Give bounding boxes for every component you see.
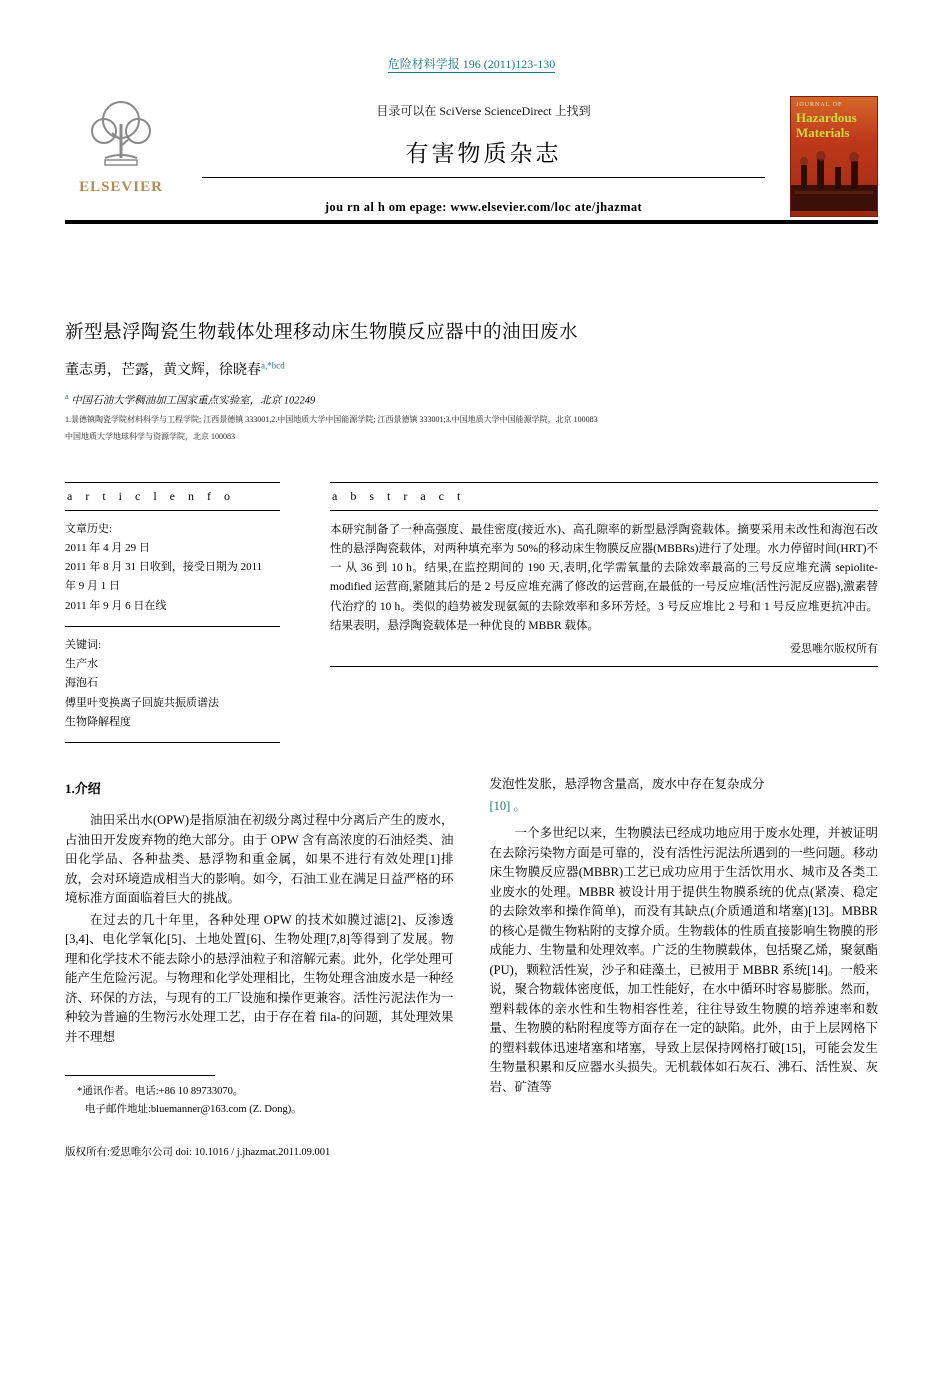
abstract-bottom-rule (330, 666, 878, 667)
masthead-center (177, 96, 790, 217)
body-paragraph: 油田采出水(OPW)是指原油在初级分离过程中分离后产生的废水，占油田开发废弃物的绝大部分。由于 OPW 含有高浓度的石油烃类、油田化学品、各种盐类、悬浮物和重金属，如果不进行有效处理[1]排放，会对环境造成相当大的影响。如今，石油工业在满足日益严格的环境标准方面面临着巨大的挑战。 (65, 813, 454, 906)
article-title: 新型悬浮陶瓷生物载体处理移动床生物膜反应器中的油田废水 (65, 323, 579, 343)
meta-section (65, 482, 878, 744)
keyword-item: 生产水 (65, 658, 98, 670)
authors-line (65, 359, 878, 379)
article-history-block (65, 511, 280, 626)
body-paragraph: 在过去的几十年里，各种处理 OPW 的技术如膜过滤[2]、反渗透[3,4]、电化学氧化[5]、土地处置[6]、生物处理[7,8]等得到了发展。物理和化学技术不能去除小的悬浮油粒子和溶解元素。此外，化学处理可能产生危险污泥。与物理和化学处理相比，生物处理含油废水是一种经济、环保的方法，与现有的工厂设施和操作更兼容。活性污泥法作为一种较为普遍的生物污水处理工艺，由于存在着 fila-的问题，其处理效果并不理想 (65, 912, 454, 1044)
journal-title: 有害物质杂志 (405, 141, 562, 166)
elsevier-tree-icon (85, 159, 157, 176)
article-history-label: 文章历史: (65, 522, 113, 535)
journal-homepage-link[interactable]: jou rn al h om epage: www.elsevier.com/loc ate/jhazmat (324, 200, 643, 214)
section-1-heading: 1.介绍 (65, 781, 101, 796)
abstract-column (330, 482, 878, 668)
footnote-block (65, 1075, 454, 1119)
keyword-item: 生物降解程度 (65, 715, 131, 728)
footnote-rule (65, 1075, 215, 1076)
abstract-heading: a b s t r a c t (330, 482, 878, 511)
article-info-heading: a r t i c l e n f o (65, 482, 280, 511)
masthead-title-rule (202, 177, 766, 178)
elsevier-wordmark: ELSEVIER (79, 179, 163, 195)
keywords-block (65, 627, 280, 742)
copyright-doi-line: 版权所有:爱思唯尔公司 doi: 10.1016 / j.jhazmat.2011.09.001 (65, 1146, 331, 1158)
article-info-column (65, 482, 280, 744)
body-paragraph-continuation: 发泡性发胀，悬浮物含量高，废水中存在复杂成分 (489, 777, 765, 791)
citation-10-link[interactable]: [10] 。 (489, 798, 526, 813)
journal-cover (790, 96, 878, 217)
history-line: 2011 年 8 月 31 日收到，接受日期为 2011 (65, 561, 263, 573)
contents-availability-line: 目录可以在 SciVerse ScienceDirect 上找到 (376, 104, 591, 118)
history-line: 年 9 月 1 日 (65, 580, 120, 593)
affiliation-primary (65, 392, 878, 408)
corresponding-author-note: *通讯作者。电话:+86 10 89733070。 (77, 1086, 244, 1098)
body-paragraph: 一个多世纪以来，生物膜法已经成功地应用于废水处理，并被证明在去除污染物方面是可靠的，没有活性污泥法所遇到的一些问题。移动床生物膜反应器(MBBR)工艺已成功应用于生活饮用水、城市及各类工业废水的处理。MBBR 被设计用于提供生物膜系统的优点(紧凑、稳定的去除效率和操作简单)，而没有其缺点(介质通道和堵塞)[13]。MBBR 的核心是微生物粘附的支撑介质。生物载体的性质直接影响生物膜的形成能力、生物量和处理效率。广泛的生物膜载体，包括聚乙烯，聚氨酯(PU)，颗粒活性炭，沙子和硅藻土，已被用于 MBBR 系统[14]。一般来说，聚合物载体密度低，加工性能好，在水中循环时容易膨胀。然而，塑料载体的亲水性和生物相容性差，往往导致生物膜的培养速率和数量、生物膜的粘附程度等方面存在一定的缺陷。此外，由于上层网格下的塑料载体迅速堵塞和堵塞，导致上层保持网格打破[15]，可能会发生生物量积累和反应器水头损失。无机载体如石灰石、沸石、活性炭、灰岩、矿渣等 (489, 826, 878, 1094)
article-body (65, 775, 878, 1161)
abstract-text: 本研究制备了一种高强度、最佳密度(接近水)、高孔隙率的新型悬浮陶瓷载体。摘要采用未改性和海泡石改性的悬浮陶瓷载体，对两种填充率为 50%的移动床生物膜反应器(MBBRs)进行了处理。水力停留时间(HRT)不一 从 36 到 10 h。结果,在监控期间的 190 天,表明,化学需氧量的去除效率最高的三号反应堆充满 sepiolite-modified 运营商,紧随其后的是 2 号反应堆充满了修改的运营商,在最低的一号反应堆(活性污泥反应器),激素替代治疗的 10 h。类似的趋势被发现氨氮的去除效率和多环芳烃。3 号反应堆比 2 号和 1 号反应堆更抗冲击。结果表明，悬浮陶瓷载体是一种优良的 MBBR 载体。 (330, 523, 878, 633)
masthead (65, 96, 878, 217)
author-names: 董志勇，芒露，黄文辉，徐晓春 (65, 363, 261, 378)
info-bottom-rule (65, 742, 280, 743)
history-line: 2011 年 4 月 29 日 (65, 541, 150, 554)
cover-kicker: JOURNAL OF (796, 102, 843, 108)
elsevier-logo (65, 96, 177, 217)
journal-reference-text: 危险材料学报 196 (2011)123-130 (387, 57, 556, 71)
abstract-copyright: 爱思唯尔版权所有 (790, 643, 878, 656)
keyword-item: 海泡石 (65, 677, 98, 690)
affiliation-secondary: 1.景德镇陶瓷学院材料科学与工程学院; 江西景德镇 333001,2.中国地质大学中国能源学院; 江西景德镇 333001;3.中国地质大学中国能源学院，北京 100083 (65, 414, 598, 424)
affiliation-mark-a: a (65, 392, 69, 401)
body-right-column (490, 775, 879, 1161)
affiliation-primary-text: 中国石油大学稠油加工国家重点实验室，北京 102249 (71, 395, 316, 407)
masthead-bottom-rule (65, 220, 878, 224)
history-line: 2011 年 9 月 6 日在线 (65, 599, 167, 612)
author-affiliation-marks: a,*bcd (261, 360, 285, 371)
body-left-column (65, 775, 454, 1161)
affiliation-tertiary: 中国地质大学地球科学与资源学院，北京 100083 (65, 431, 235, 441)
keywords-label: 关键词: (65, 638, 102, 651)
cover-title-line1: Hazardous (796, 110, 857, 125)
journal-reference (65, 0, 878, 72)
cover-title-line2: Materials (796, 125, 850, 140)
corresponding-author-email[interactable]: 电子邮件地址:bluemanner@163.com (Z. Dong)。 (85, 1104, 302, 1116)
keyword-item: 傅里叶变换离子回旋共振质谱法 (65, 696, 219, 709)
cover-factory-art (791, 151, 877, 216)
